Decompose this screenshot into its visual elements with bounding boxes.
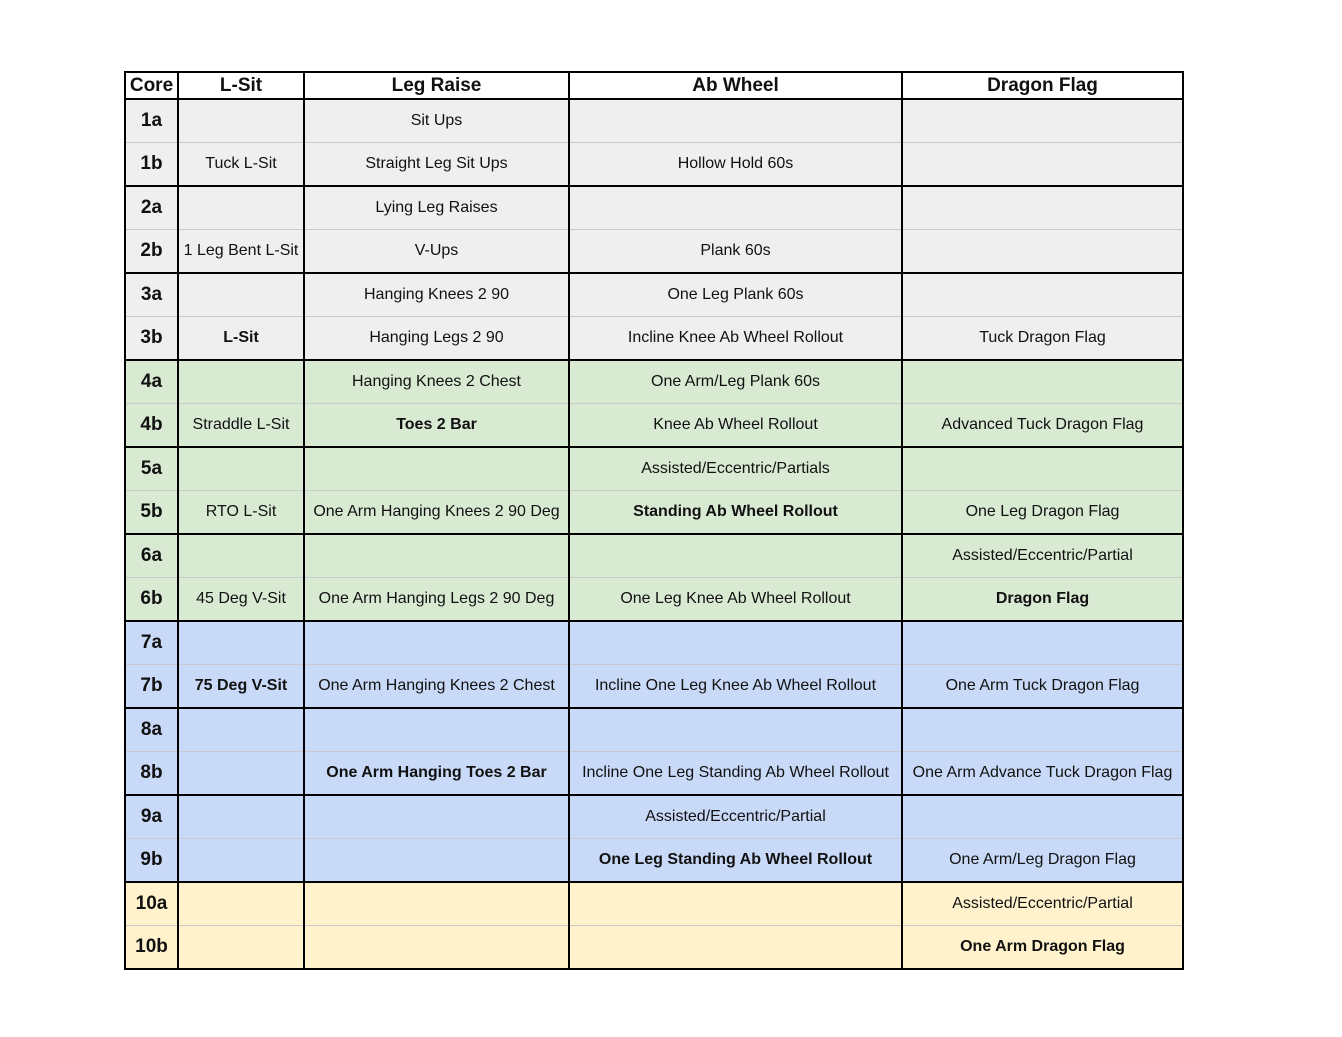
cell-dragon-flag: [902, 273, 1183, 317]
header-row: [125, 72, 1183, 99]
cell-l-sit: [178, 273, 304, 317]
cell-leg-raise: [304, 882, 569, 926]
level-cell: 6b: [125, 578, 178, 622]
level-cell: 3b: [125, 317, 178, 361]
cell-dragon-flag: Tuck Dragon Flag: [902, 317, 1183, 361]
cell-dragon-flag: Advanced Tuck Dragon Flag: [902, 404, 1183, 448]
table-row: [125, 578, 1183, 622]
cell-leg-raise: [304, 447, 569, 491]
cell-dragon-flag: [902, 795, 1183, 839]
cell-leg-raise: One Arm Hanging Legs 2 90 Deg: [304, 578, 569, 622]
cell-leg-raise: One Arm Hanging Knees 2 Chest: [304, 665, 569, 709]
cell-ab-wheel: Assisted/Eccentric/Partials: [569, 447, 902, 491]
level-cell: 9b: [125, 839, 178, 883]
cell-ab-wheel: Incline Knee Ab Wheel Rollout: [569, 317, 902, 361]
table-row: [125, 534, 1183, 578]
cell-l-sit: [178, 708, 304, 752]
table-row: [125, 360, 1183, 404]
core-progression-table: [124, 71, 1184, 970]
table-body: [125, 99, 1183, 969]
level-cell: 9a: [125, 795, 178, 839]
cell-dragon-flag: One Arm/Leg Dragon Flag: [902, 839, 1183, 883]
level-cell: 8a: [125, 708, 178, 752]
level-cell: 3a: [125, 273, 178, 317]
cell-l-sit: [178, 360, 304, 404]
cell-leg-raise: Toes 2 Bar: [304, 404, 569, 448]
cell-l-sit: Tuck L-Sit: [178, 143, 304, 187]
cell-l-sit: 75 Deg V-Sit: [178, 665, 304, 709]
table-row: [125, 317, 1183, 361]
table-row: [125, 99, 1183, 143]
level-cell: 1b: [125, 143, 178, 187]
cell-dragon-flag: [902, 447, 1183, 491]
cell-dragon-flag: One Leg Dragon Flag: [902, 491, 1183, 535]
cell-l-sit: [178, 752, 304, 796]
cell-l-sit: Straddle L-Sit: [178, 404, 304, 448]
cell-l-sit: [178, 447, 304, 491]
level-cell: 1a: [125, 99, 178, 143]
table-row: [125, 882, 1183, 926]
cell-l-sit: 45 Deg V-Sit: [178, 578, 304, 622]
cell-dragon-flag: [902, 186, 1183, 230]
cell-ab-wheel: [569, 186, 902, 230]
cell-leg-raise: Hanging Legs 2 90: [304, 317, 569, 361]
cell-leg-raise: [304, 708, 569, 752]
table-row: [125, 795, 1183, 839]
cell-ab-wheel: Knee Ab Wheel Rollout: [569, 404, 902, 448]
cell-ab-wheel: Hollow Hold 60s: [569, 143, 902, 187]
cell-dragon-flag: Assisted/Eccentric/Partial: [902, 882, 1183, 926]
cell-l-sit: [178, 99, 304, 143]
header-dragon-flag: Dragon Flag: [902, 72, 1183, 99]
cell-dragon-flag: [902, 621, 1183, 665]
cell-dragon-flag: One Arm Tuck Dragon Flag: [902, 665, 1183, 709]
cell-ab-wheel: [569, 708, 902, 752]
table-row: [125, 447, 1183, 491]
cell-l-sit: [178, 882, 304, 926]
cell-ab-wheel: One Leg Standing Ab Wheel Rollout: [569, 839, 902, 883]
header-core: Core: [125, 72, 178, 99]
cell-ab-wheel: [569, 534, 902, 578]
cell-leg-raise: Hanging Knees 2 90: [304, 273, 569, 317]
table-row: [125, 230, 1183, 274]
table-row: [125, 839, 1183, 883]
table-row: [125, 708, 1183, 752]
cell-l-sit: 1 Leg Bent L-Sit: [178, 230, 304, 274]
table-row: [125, 752, 1183, 796]
table-row: [125, 143, 1183, 187]
cell-dragon-flag: Dragon Flag: [902, 578, 1183, 622]
cell-leg-raise: Sit Ups: [304, 99, 569, 143]
table-row: [125, 926, 1183, 970]
cell-leg-raise: [304, 839, 569, 883]
cell-l-sit: [178, 621, 304, 665]
cell-l-sit: [178, 839, 304, 883]
cell-l-sit: [178, 186, 304, 230]
cell-l-sit: RTO L-Sit: [178, 491, 304, 535]
level-cell: 10b: [125, 926, 178, 970]
cell-leg-raise: [304, 926, 569, 970]
cell-leg-raise: One Arm Hanging Toes 2 Bar: [304, 752, 569, 796]
cell-l-sit: L-Sit: [178, 317, 304, 361]
table-row: [125, 665, 1183, 709]
cell-dragon-flag: Assisted/Eccentric/Partial: [902, 534, 1183, 578]
level-cell: 7b: [125, 665, 178, 709]
table-row: [125, 273, 1183, 317]
table-row: [125, 491, 1183, 535]
cell-l-sit: [178, 926, 304, 970]
table-row: [125, 186, 1183, 230]
table-row: [125, 404, 1183, 448]
cell-ab-wheel: One Leg Plank 60s: [569, 273, 902, 317]
level-cell: 7a: [125, 621, 178, 665]
cell-ab-wheel: One Arm/Leg Plank 60s: [569, 360, 902, 404]
cell-dragon-flag: [902, 99, 1183, 143]
header-l-sit: L-Sit: [178, 72, 304, 99]
cell-l-sit: [178, 795, 304, 839]
level-cell: 5b: [125, 491, 178, 535]
cell-ab-wheel: Incline One Leg Knee Ab Wheel Rollout: [569, 665, 902, 709]
cell-leg-raise: Lying Leg Raises: [304, 186, 569, 230]
cell-ab-wheel: One Leg Knee Ab Wheel Rollout: [569, 578, 902, 622]
level-cell: 4a: [125, 360, 178, 404]
cell-ab-wheel: [569, 99, 902, 143]
level-cell: 2a: [125, 186, 178, 230]
level-cell: 6a: [125, 534, 178, 578]
header-leg-raise: Leg Raise: [304, 72, 569, 99]
cell-ab-wheel: [569, 621, 902, 665]
cell-leg-raise: V-Ups: [304, 230, 569, 274]
cell-leg-raise: Straight Leg Sit Ups: [304, 143, 569, 187]
cell-ab-wheel: [569, 926, 902, 970]
level-cell: 5a: [125, 447, 178, 491]
cell-leg-raise: [304, 621, 569, 665]
header-ab-wheel: Ab Wheel: [569, 72, 902, 99]
cell-leg-raise: One Arm Hanging Knees 2 90 Deg: [304, 491, 569, 535]
cell-leg-raise: [304, 795, 569, 839]
cell-dragon-flag: One Arm Dragon Flag: [902, 926, 1183, 970]
cell-leg-raise: Hanging Knees 2 Chest: [304, 360, 569, 404]
cell-dragon-flag: [902, 143, 1183, 187]
cell-ab-wheel: [569, 882, 902, 926]
cell-ab-wheel: Incline One Leg Standing Ab Wheel Rollout: [569, 752, 902, 796]
cell-leg-raise: [304, 534, 569, 578]
cell-dragon-flag: [902, 708, 1183, 752]
level-cell: 4b: [125, 404, 178, 448]
cell-ab-wheel: Standing Ab Wheel Rollout: [569, 491, 902, 535]
cell-ab-wheel: Plank 60s: [569, 230, 902, 274]
table-row: [125, 621, 1183, 665]
level-cell: 10a: [125, 882, 178, 926]
level-cell: 8b: [125, 752, 178, 796]
cell-dragon-flag: [902, 360, 1183, 404]
level-cell: 2b: [125, 230, 178, 274]
cell-dragon-flag: One Arm Advance Tuck Dragon Flag: [902, 752, 1183, 796]
cell-ab-wheel: Assisted/Eccentric/Partial: [569, 795, 902, 839]
cell-dragon-flag: [902, 230, 1183, 274]
cell-l-sit: [178, 534, 304, 578]
